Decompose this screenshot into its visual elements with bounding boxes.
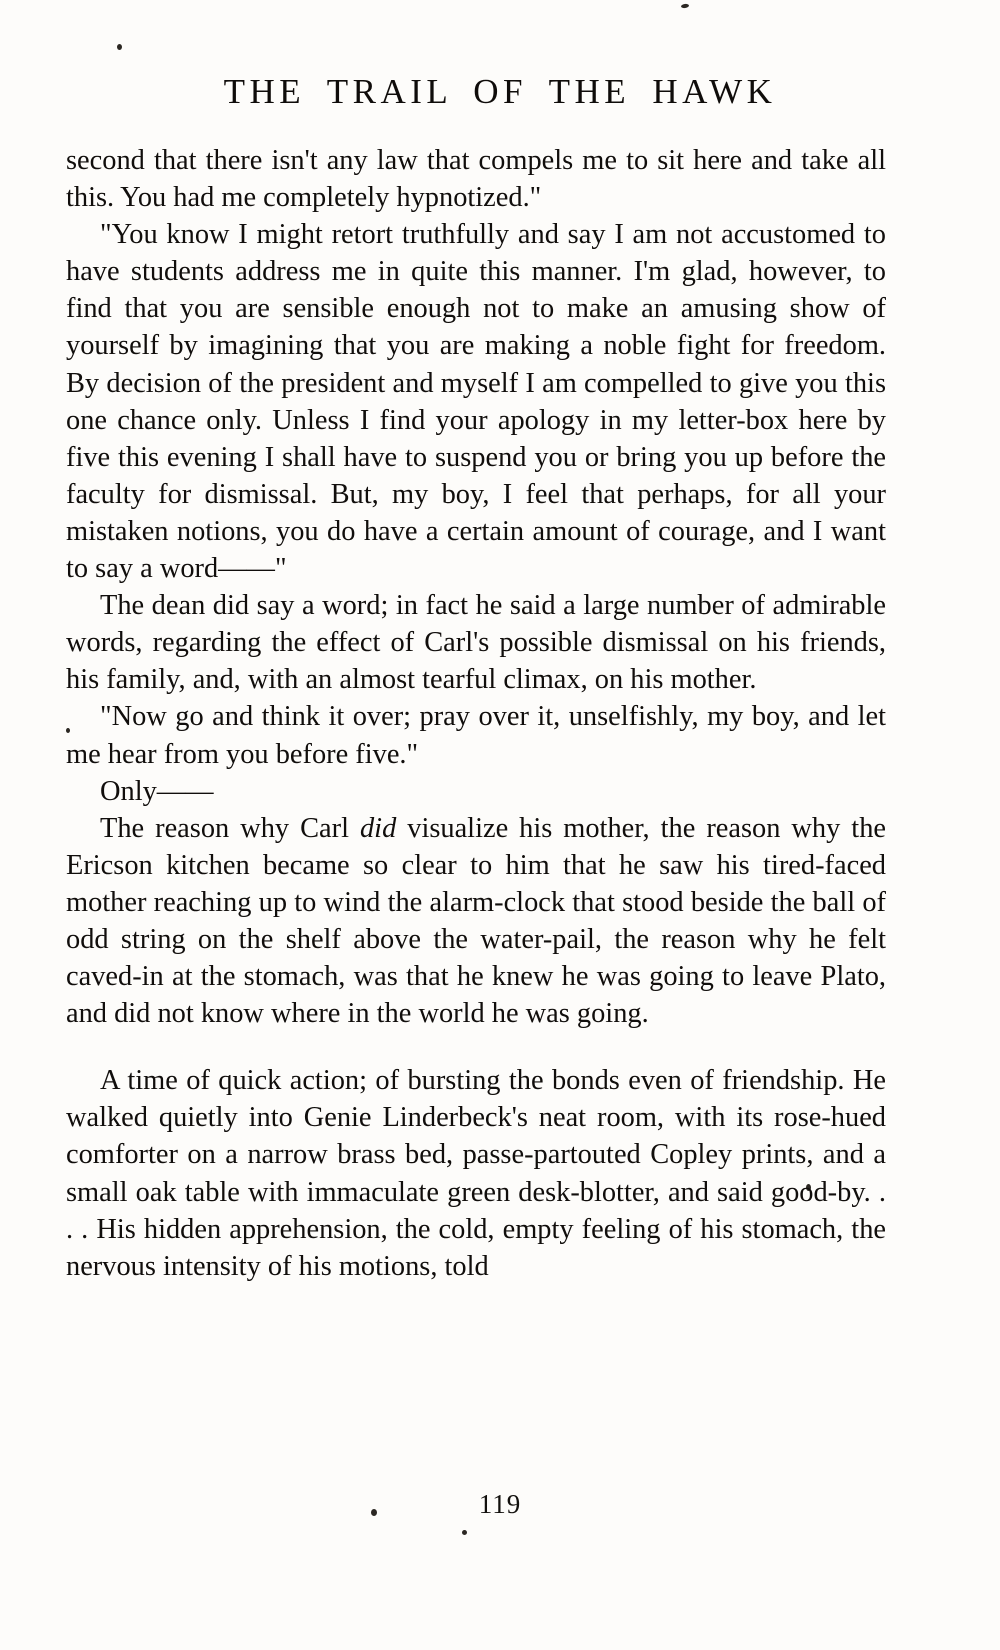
paragraph: Only—— [100,775,214,807]
paragraph: The dean did say a word; in fact he said a large number of admirable words, regarding the effect of Carl's possible dismissal on his friends, his family, and, with an almost tearful climax, on his mother. [66,590,886,696]
page-number: 119 [478,1489,522,1519]
running-head: THE TRAIL OF THE HAWK [223,72,777,111]
paragraph: A time of quick action; of bursting the bonds even of friendship. He walked quietly into Genie Linderbeck's neat room, with its rose-hued comforter on a narrow brass bed, passe-partouted Copley prints, and a small oak table with immaculate green desk-blotter, and said good-by. . . . His hidden apprehension, the cold, empty feeling of his stomach, the nervous intensity of his motions, told [66,1065,886,1282]
paragraph: "Now go and think it over; pray over it, unselfishly, my boy, and let me hear from you before five." [66,701,886,770]
scan-speck [462,1530,467,1535]
paragraph: "You know I might retort truthfully and say I am not accustomed to have students address me in quite this manner. I'm glad, however, to find that you are sensible enough not to make an amusing show of yourself by imagining that you are making a noble fight for freedom. By decision of the president and myself I am compelled to give you this one chance only. Unless I find your apology in my letter-box here by five this evening I shall have to suspend you or bring you up before the faculty for dismissal. But, my boy, I feel that perhaps, for all your mistaken notions, you do have a certain amount of courage, and I want to say a word——" [66,219,886,585]
scan-speck [681,3,689,8]
body-text [66,142,886,1285]
paragraph-with-italic: The reason why Carl did visualize his mother, the reason why the Ericson kitchen became so clear to him that he saw his tired-faced mother reaching up to wind the alarm-clock that stood beside the ball of odd string on the shelf above the water-pail, the reason why he felt caved-in at the stomach, was that he knew he was going to leave Plato, and did not know where in the world he was going. [66,812,886,1030]
paragraph: second that there isn't any law that compels me to sit here and take all this. You had me completely hypnotized." [66,145,886,214]
scan-speck [117,44,122,50]
